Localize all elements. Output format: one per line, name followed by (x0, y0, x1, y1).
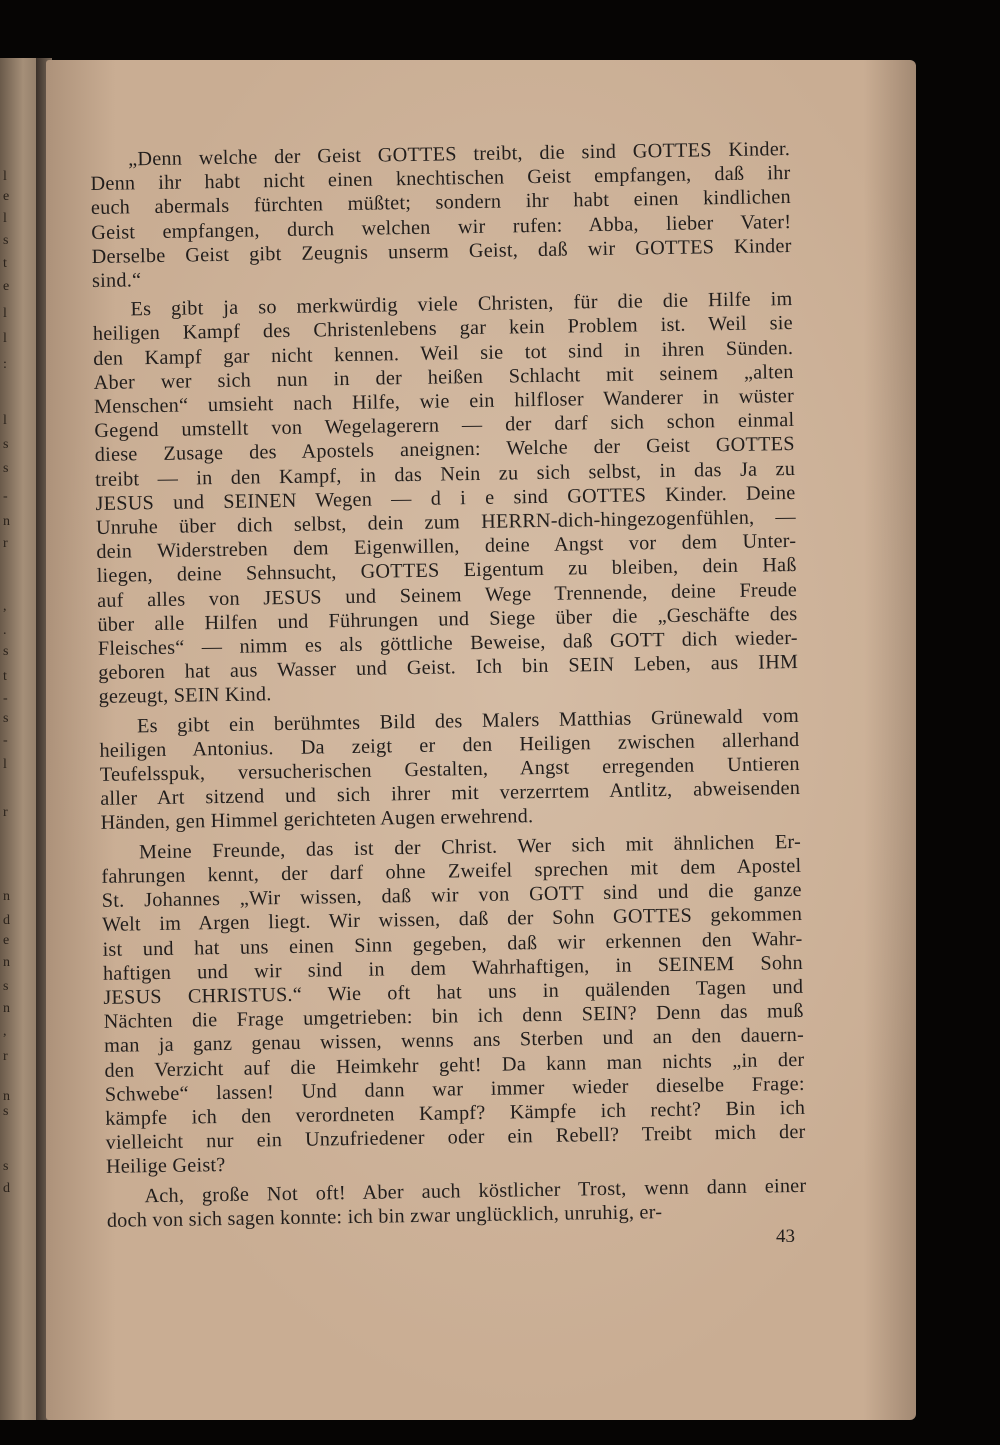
text-line: Menschen“ umsieht nach Hilfe, wie ein hilfloser Wanderer in wüster (93, 385, 795, 418)
text-line: St. Johannes „Wir wissen, daß wir von GOTT sind und die ganze (101, 879, 802, 912)
edge-character: r (3, 1049, 8, 1064)
edge-character: n (3, 889, 10, 904)
edge-character: t (3, 256, 7, 271)
text-line: Derselbe Geist gibt Zeugnis unserm Geist, daß wir GOTTES Kinder (91, 234, 792, 268)
edge-character: t (3, 669, 7, 684)
text-line: vielleicht nur ein Unzufriedener oder ein Rebell? Treibt mich der (105, 1121, 806, 1155)
edge-character: . (3, 623, 7, 638)
text-line: Welt im Argen liegt. Wir wissen, daß der Sohn GOTTES gekommen (102, 903, 803, 937)
text-line: Meine Freunde, das ist der Christ. Wer sich mit ähnlichen Er- (138, 830, 802, 864)
edge-character: - (3, 691, 8, 706)
text-line: den Kampf gar nicht kennen. Weil sie tot sind in ihren Sünden. (93, 336, 794, 370)
text-line: fahrungen kennt, der darf ohne Zweifel sprechen mit dem Apostel (101, 854, 802, 888)
left-page-text-fragments (0, 130, 14, 1210)
text-line: Nächten die Frage umgetrieben: bin ich denn SEIN? Denn das muß (103, 1000, 804, 1034)
text-line: heiligen Antonius. Da zeigt er den Heiligen zwischen allerhand (99, 728, 800, 762)
edge-character: l (3, 169, 7, 184)
text-line: Geist empfangen, durch welchen wir rufen: Abba, lieber Vater! (91, 210, 792, 244)
text-line: Unruhe über dich selbst, dein zum HERRN-dich-hingezogenfühlen, — (95, 506, 797, 539)
text-line: diese Zusage des Apostels aneignen: Welche der Geist GOTTES (94, 433, 795, 467)
paragraph (106, 1173, 807, 1232)
text-line: haftigen und wir sind in dem Wahrhaftigen, in SEINEM Sohn (102, 951, 804, 985)
edge-character: s (3, 1104, 9, 1119)
edge-character: r (3, 805, 8, 820)
edge-character: e (3, 189, 10, 204)
edge-character: s (3, 644, 9, 659)
edge-character: s (3, 437, 9, 452)
text-line: Gegend umstellt von Wegelagerern — der darf sich schon einmal (94, 409, 795, 443)
text-line: „Denn welche der Geist GOTTES treibt, die sind GOTTES Kinder. (128, 138, 791, 171)
text-line: Ach, große Not oft! Aber auch köstlicher Trost, wenn dann einer (144, 1174, 807, 1207)
text-line: sind.“ (91, 269, 142, 292)
edge-character: s (3, 711, 9, 726)
edge-character: s (3, 979, 9, 994)
text-line: man ja ganz genau wissen, wenns ans Sterben und an den dauern- (103, 1024, 805, 1058)
text-line: Teufelsspuk, versucherischen Gestalten, Angst erregenden Untieren (99, 753, 800, 786)
edge-character: l (3, 211, 7, 226)
edge-character: - (3, 489, 8, 504)
text-line: kämpfe ich den verordneten Kampf? Kämpfe ich recht? Bin ich (105, 1096, 806, 1130)
edge-character: n (3, 1001, 10, 1016)
edge-character: l (3, 757, 7, 772)
text-line: den Verzicht auf die Heimkehr geht! Da kann man nichts „in der (104, 1048, 805, 1082)
edge-character: d (3, 913, 10, 928)
text-line: gezeugt, SEIN Kind. (98, 683, 272, 709)
edge-character: s (3, 233, 9, 248)
text-line: auf alles von JESUS und Seinem Wege Trennende, deine Freude (96, 578, 798, 612)
edge-character: - (3, 733, 8, 748)
edge-character: n (3, 1089, 10, 1104)
text-line: Heilige Geist? (105, 1154, 226, 1179)
text-line: Aber wer sich nun in der heißen Schlacht mit seinem „alten (93, 360, 794, 394)
edge-character: d (3, 1181, 10, 1196)
edge-character: s (3, 1159, 9, 1174)
text-line: Fleisches“ — nimm es als göttliche Beweise, daß GOTT dich wieder- (97, 627, 798, 660)
text-line: JESUS und SEINEN Wegen — d i e sind GOTTES Kinder. Deine (95, 481, 796, 515)
text-line: ist und hat uns einen Sinn gegeben, daß wir erkennen den Wahr- (102, 927, 803, 961)
text-line: dein Widerstreben dem Eigenwillen, deine Angst vor dem Unter- (96, 530, 797, 564)
page-body-text (90, 137, 807, 1238)
page-number: 43 (776, 1226, 795, 1247)
text-line: Es gibt ein berühmtes Bild des Malers Matthias Grünewald vom (136, 704, 800, 738)
edge-character: , (3, 599, 7, 614)
paragraph (90, 137, 792, 293)
edge-character: , (3, 1024, 7, 1039)
edge-character: r (3, 536, 8, 551)
paragraph (99, 704, 801, 836)
edge-character: e (3, 279, 10, 294)
text-line: geboren hat aus Wasser und Geist. Ich bin SEIN Leben, aus IHM (98, 651, 799, 685)
edge-character: n (3, 955, 10, 970)
text-line: liegen, deine Sehnsucht, GOTTES Eigentum zu bleiben, dein Haß (96, 554, 797, 588)
text-line: aller Art sitzend und sich ihrer mit verzerrtem Antlitz, abweisenden (100, 777, 801, 811)
edge-character: l (3, 413, 7, 428)
text-line: heiligen Kampf des Christenlebens gar kein Problem ist. Weil sie (92, 312, 794, 346)
text-line: Es gibt ja so merkwürdig viele Christen, für die die Hilfe im (130, 288, 793, 321)
edge-character: e (3, 933, 10, 948)
paragraph (101, 830, 806, 1180)
text-line: über alle Hilfen und Führungen und Siege über die „Geschäfte des (97, 602, 798, 636)
edge-character: s (3, 461, 9, 476)
text-line: Denn ihr habt nicht einen knechtischen Geist empfangen, daß ihr (90, 162, 791, 196)
text-line: Schwebe“ lassen! Und dann war immer wieder dieselbe Frage: (104, 1072, 805, 1106)
text-line: Händen, gen Himmel gerichteten Augen erwehrend. (100, 805, 534, 835)
text-line: euch abermals fürchten müßtet; sondern ihr habt einen kindlichen (90, 186, 792, 220)
text-line: JESUS CHRISTUS.“ Wie oft hat uns in quälenden Tagen und (103, 975, 804, 1009)
edge-character: l (3, 331, 7, 346)
edge-character: l (3, 306, 7, 321)
paragraph (92, 287, 798, 709)
text-line: doch von sich sagen konnte: ich bin zwar unglücklich, unruhig, er- (106, 1200, 663, 1232)
text-line: treibt — in den Kampf, in das Nein zu sich selbst, in das Ja zu (95, 457, 796, 491)
edge-character: : (3, 357, 7, 372)
edge-character: n (3, 514, 10, 529)
